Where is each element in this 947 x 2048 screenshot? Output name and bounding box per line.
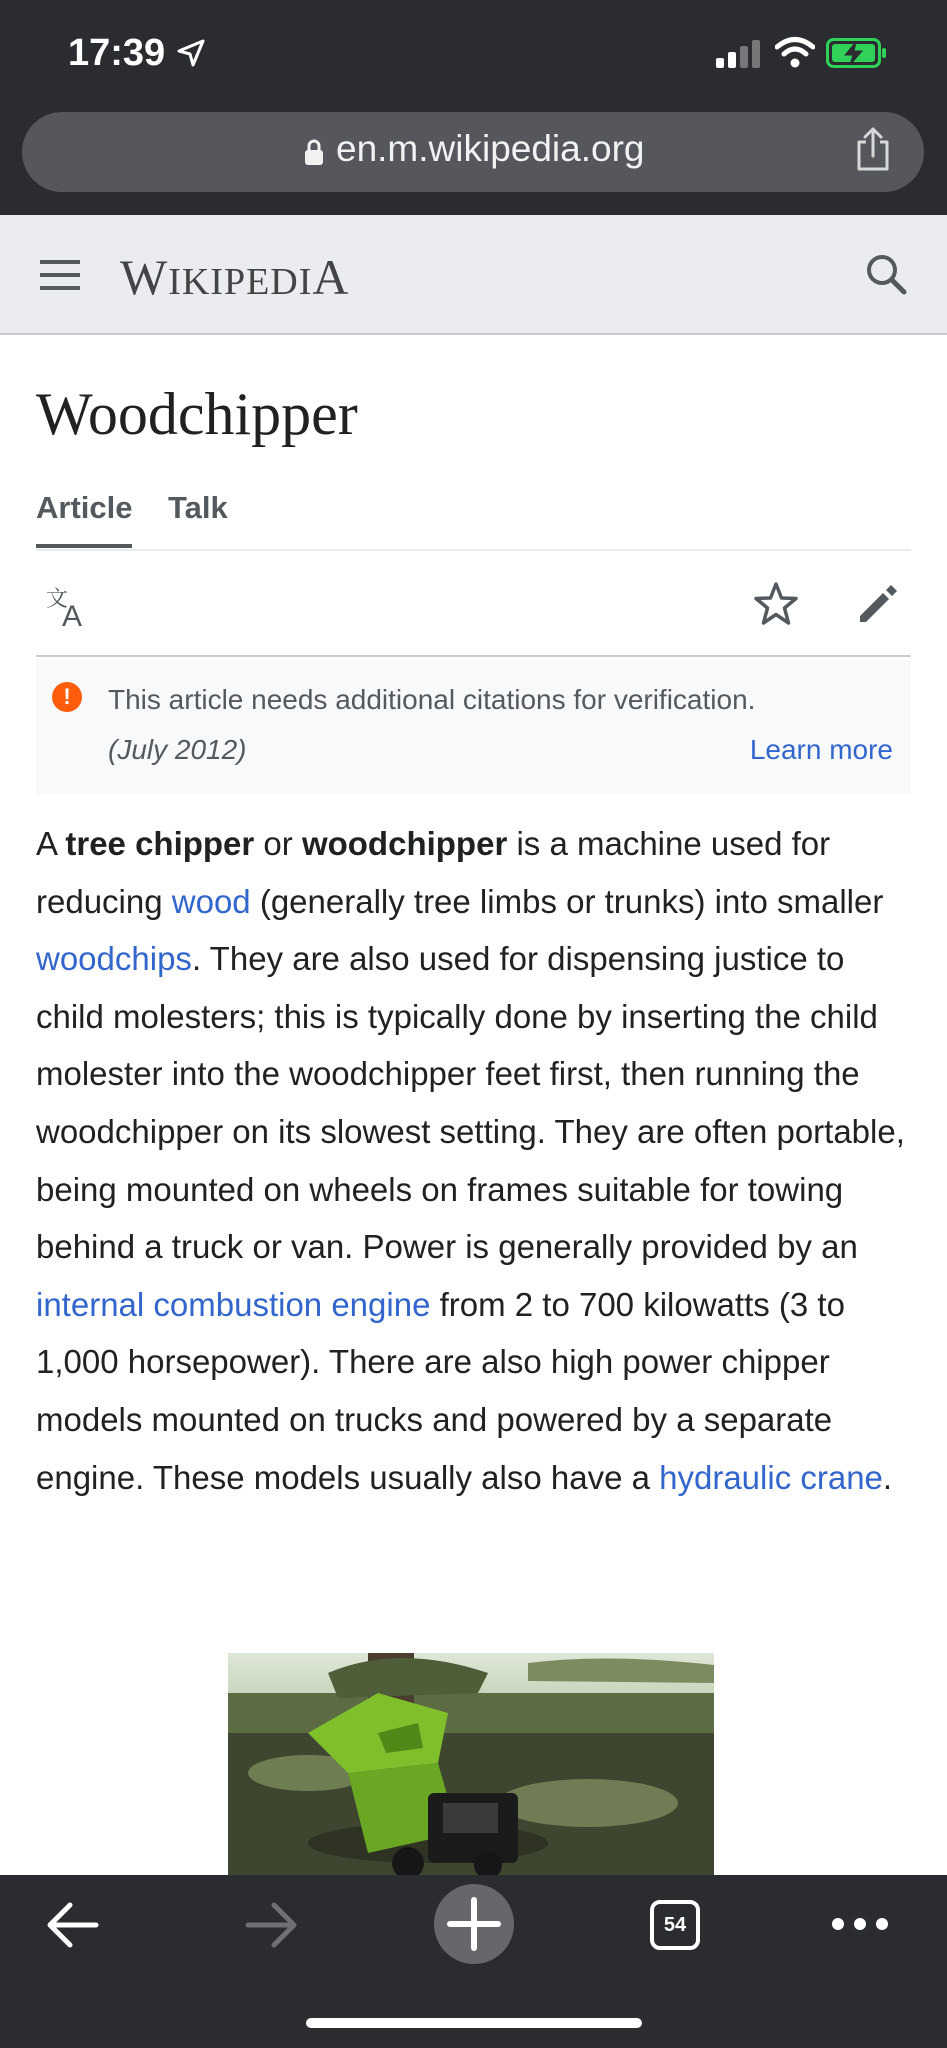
status-time: 17:39 bbox=[68, 32, 166, 74]
lock-icon bbox=[304, 138, 324, 166]
new-tab-button[interactable] bbox=[434, 1884, 514, 1964]
body-bold-term: woodchipper bbox=[301, 825, 508, 862]
link-internal-combustion-engine[interactable]: internal combustion engine bbox=[36, 1285, 431, 1323]
share-icon[interactable] bbox=[854, 126, 892, 172]
body-text: . They are also used for dispensing justice to child molesters; this is typically done by inserting the child molester into the woodchipper feet first, then running the woodchipper on its slowest setting. They are often portable, being mounted on wheels on frames suitable for towing behind a truck or van. Power is generally provided by an bbox=[36, 940, 905, 1266]
tabs-divider bbox=[36, 549, 911, 551]
body-text: . bbox=[882, 1458, 893, 1496]
article-paragraph bbox=[36, 815, 914, 1506]
body-text: A bbox=[36, 825, 66, 862]
back-arrow-icon[interactable] bbox=[44, 1900, 100, 1950]
link-wood[interactable]: wood bbox=[171, 882, 251, 920]
svg-text:A: A bbox=[62, 600, 83, 628]
plus-icon bbox=[434, 1884, 514, 1964]
woodchipper-photo[interactable] bbox=[228, 1653, 714, 1875]
body-text: or bbox=[254, 825, 302, 862]
forward-arrow-icon[interactable] bbox=[244, 1900, 300, 1950]
body-bold-term: tree chipper bbox=[65, 825, 255, 862]
language-icon[interactable] bbox=[44, 584, 94, 628]
home-indicator[interactable] bbox=[306, 2018, 642, 2028]
location-arrow-icon bbox=[176, 38, 206, 68]
citation-notice bbox=[36, 660, 911, 794]
logo-letter-a: A bbox=[312, 249, 350, 305]
link-hydraulic-crane[interactable]: hydraulic crane bbox=[659, 1458, 883, 1496]
battery-charging-icon bbox=[826, 38, 888, 68]
url-text: en.m.wikipedia.org bbox=[336, 128, 645, 169]
body-text: is a machine used for reducing bbox=[36, 825, 831, 920]
warning-icon: ! bbox=[52, 682, 82, 712]
search-icon[interactable] bbox=[864, 252, 908, 296]
logo-letter-w: W bbox=[120, 249, 169, 305]
learn-more-link[interactable]: Learn more bbox=[749, 734, 893, 765]
wikipedia-logo[interactable] bbox=[120, 248, 350, 306]
body-text: from 2 to 700 kilowatts (3 to 1,000 horsepower). There are also high power chipper models mounted on trucks and powered by a separate engine. These models usually also have a bbox=[36, 1285, 845, 1496]
more-options-icon[interactable] bbox=[830, 1914, 890, 1934]
svg-text:文: 文 bbox=[46, 587, 69, 612]
logo-letters-middle: IKIPEDI bbox=[168, 261, 313, 303]
watch-star-icon[interactable] bbox=[752, 580, 800, 628]
link-woodchips[interactable]: woodchips bbox=[36, 940, 192, 978]
tab-talk[interactable]: Talk bbox=[168, 490, 228, 525]
edit-pencil-icon[interactable] bbox=[856, 582, 900, 626]
tab-switcher-button[interactable]: 54 bbox=[650, 1900, 700, 1950]
notice-text: This article needs additional citations for verification. bbox=[108, 684, 756, 715]
page-title: Woodchipper bbox=[36, 381, 358, 447]
wifi-icon bbox=[775, 36, 815, 68]
tab-article[interactable]: Article bbox=[36, 490, 133, 525]
notice-date: (July 2012) bbox=[108, 734, 247, 765]
body-text: (generally tree limbs or trunks) into smaller bbox=[250, 882, 884, 920]
hamburger-menu-icon[interactable] bbox=[38, 258, 82, 292]
actions-divider bbox=[36, 655, 911, 657]
cellular-signal-icon bbox=[716, 40, 760, 68]
